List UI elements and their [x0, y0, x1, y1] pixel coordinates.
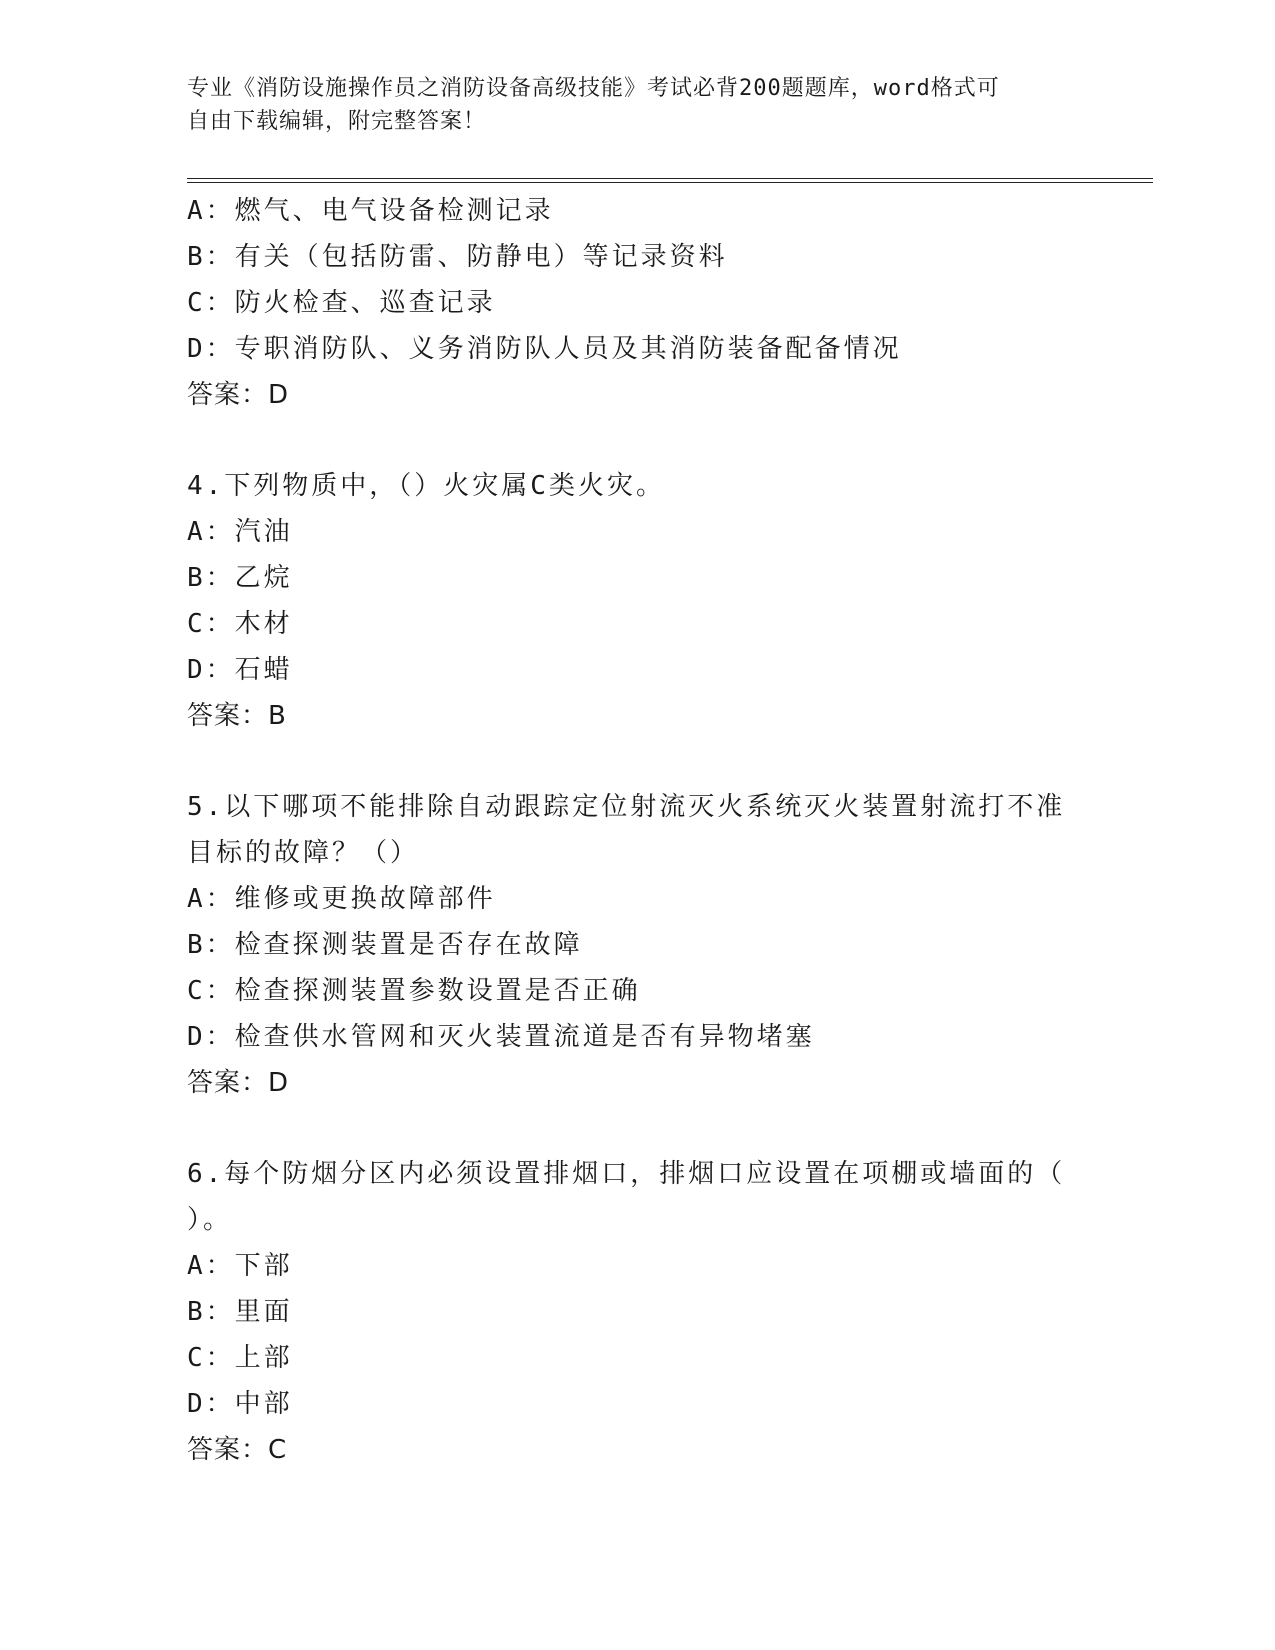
header-line-2: 自由下载编辑，附完整答案！ — [187, 109, 487, 134]
spacer — [187, 739, 1067, 784]
question-list — [187, 188, 1067, 1473]
option-b: B：里面 — [187, 1297, 293, 1327]
option-c: C：防火检查、巡查记录 — [187, 288, 496, 318]
answer: 答案：B — [187, 701, 287, 731]
option-c: C：上部 — [187, 1343, 293, 1373]
option-b: B：检查探测装置是否存在故障 — [187, 930, 583, 960]
answer: 答案：C — [187, 1435, 288, 1465]
spacer — [187, 418, 1067, 463]
question-5 — [187, 784, 1067, 1106]
header-line-1: 专业《消防设施操作员之消防设备高级技能》考试必背200题题库，word格式可 — [187, 76, 1000, 101]
option-c: C：木材 — [187, 609, 293, 639]
option-a: A：下部 — [187, 1251, 293, 1281]
option-b: B：乙烷 — [187, 563, 293, 593]
question-6 — [187, 1151, 1067, 1473]
answer: 答案：D — [187, 1068, 290, 1098]
question-text-line-1: 6.每个防烟分区内必须设置排烟口，排烟口应设置在项棚或墙面的（ — [187, 1159, 1066, 1189]
option-d: D：石蜡 — [187, 655, 293, 685]
question-4 — [187, 463, 1067, 739]
header-divider — [187, 178, 1153, 183]
question-text-line-1: 5.以下哪项不能排除自动跟踪定位射流灭火系统灭火装置射流打不准 — [187, 792, 1066, 822]
question-3-tail — [187, 188, 1067, 418]
question-text: 4.下列物质中，（）火灾属C类火灾。 — [187, 471, 665, 501]
option-c: C：检查探测装置参数设置是否正确 — [187, 976, 641, 1006]
question-text-line-2: ）。 — [187, 1205, 233, 1235]
document-header — [187, 72, 1067, 138]
question-text-line-2: 目标的故障？（） — [187, 838, 420, 868]
option-d: D：检查供水管网和灭火装置流道是否有异物堵塞 — [187, 1022, 815, 1052]
option-b: B：有关（包括防雷、防静电）等记录资料 — [187, 242, 728, 272]
spacer — [187, 1106, 1067, 1151]
option-a: A：汽油 — [187, 517, 293, 547]
option-d: D：专职消防队、义务消防队人员及其消防装备配备情况 — [187, 334, 902, 364]
answer: 答案：D — [187, 380, 290, 410]
option-d: D：中部 — [187, 1389, 293, 1419]
option-a: A：燃气、电气设备检测记录 — [187, 196, 554, 226]
option-a: A：维修或更换故障部件 — [187, 884, 496, 914]
